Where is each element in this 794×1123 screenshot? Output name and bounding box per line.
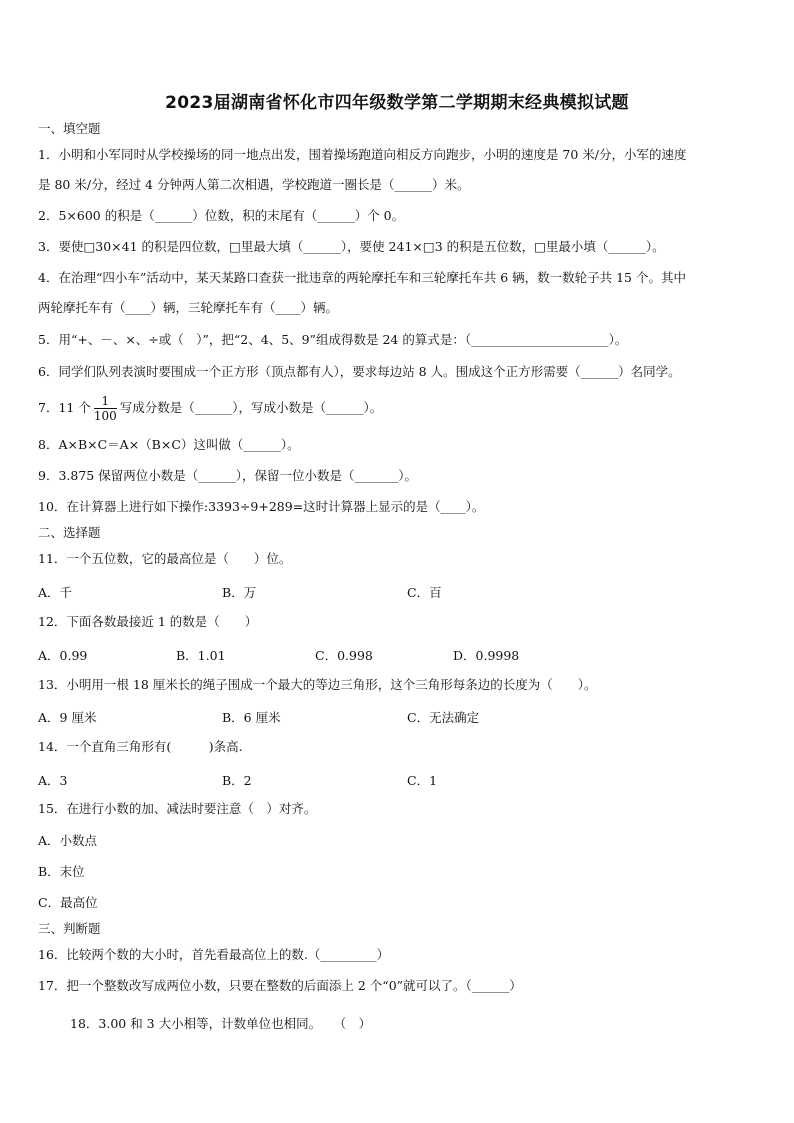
question-7	[38, 392, 382, 424]
question-4-line-2: 两轮摩托车有（____）辆，三轮摩托车有（____）辆。	[38, 300, 339, 315]
question-14: 14．一个直角三角形有( )条高.	[38, 739, 243, 754]
question-15-option-b: B．末位	[38, 864, 85, 879]
option-c: C．0.998	[315, 648, 373, 663]
question-12-options	[38, 646, 758, 662]
fraction-one-hundredth	[94, 394, 117, 423]
option-a: A．3	[38, 773, 68, 788]
question-17: 17．把一个整数改写成两位小数，只要在整数的后面添上 2 个“0”就可以了。（______）	[38, 978, 522, 993]
question-6: 6．同学们队列表演时要围成一个正方形（顶点都有人），要求每边站 8 人。围成这个正方形需要（______）名同学。	[38, 364, 681, 379]
option-d: D．0.9998	[453, 648, 520, 663]
question-18: 18．3.00 和 3 大小相等，计数单位也相同。 （ ）	[70, 1016, 372, 1031]
option-b: B．6 厘米	[222, 710, 281, 725]
question-7-suffix: 写成分数是（______），写成小数是（______）。	[119, 400, 383, 415]
question-1-line-1: 1．小明和小军同时从学校操场的同一地点出发，围着操场跑道向相反方向跑步，小明的速度是 70 米/分，小军的速度	[38, 147, 687, 162]
question-2: 2．5×600 的积是（______）位数，积的末尾有（______）个 0。	[38, 208, 405, 223]
question-11: 11．一个五位数，它的最高位是（ ）位。	[38, 551, 292, 566]
option-c: C．无法确定	[407, 710, 480, 725]
question-12: 12．下面各数最接近 1 的数是（ ）	[38, 614, 258, 629]
section-true-false: 三、判断题	[38, 921, 101, 936]
question-4-line-1: 4．在治理“四小车”活动中，某天某路口查获一批违章的两轮摩托车和三轮摩托车共 6 辆，数一数轮子共 15 个。其中	[38, 270, 686, 285]
question-16: 16．比较两个数的大小时，首先看最高位上的数.（_________）	[38, 947, 390, 962]
option-a: A．千	[38, 585, 73, 600]
section-multiple-choice: 二、选择题	[38, 525, 101, 540]
question-9: 9．3.875 保留两位小数是（______），保留一位小数是（_______）。	[38, 468, 417, 483]
question-15: 15．在进行小数的加、减法时要注意（ ）对齐。	[38, 801, 317, 816]
option-c: C．1	[407, 773, 438, 788]
question-15-option-a: A．小数点	[38, 833, 98, 848]
question-15-option-c: C．最高位	[38, 895, 98, 910]
question-7-prefix: 7．11 个	[38, 400, 91, 415]
option-b: B．万	[222, 585, 257, 600]
question-5: 5．用“+、－、×、÷或（ ）”，把“2、4、5、9”组成得数是 24 的算式是：（______________________）。	[38, 332, 628, 347]
fraction-denominator: 100	[93, 409, 117, 423]
question-11-options	[38, 583, 758, 599]
question-8: 8．A×B×C＝A×（B×C）这叫做（______）。	[38, 437, 300, 452]
question-10: 10．在计算器上进行如下操作:3393÷9+289=这时计算器上显示的是（____）。	[38, 499, 485, 514]
section-fill-blank: 一、填空题	[38, 121, 101, 136]
question-13-options	[38, 708, 758, 724]
question-1-line-2: 是 80 米/分，经过 4 分钟两人第二次相遇，学校跑道一圈长是（______）米。	[38, 177, 470, 192]
fraction-numerator: 1	[94, 394, 117, 409]
option-a: A．0.99	[38, 648, 88, 663]
question-13: 13．小明用一根 18 厘米长的绳子围成一个最大的等边三角形，这个三角形每条边的长度为（ ）。	[38, 677, 597, 692]
option-c: C．百	[407, 585, 442, 600]
question-14-options	[38, 771, 758, 787]
option-a: A．9 厘米	[38, 710, 97, 725]
option-b: B．2	[222, 773, 252, 788]
option-b: B．1.01	[176, 648, 226, 663]
page-title: 2023届湖南省怀化市四年级数学第二学期期末经典模拟试题	[165, 93, 629, 113]
question-3: 3．要使□30×41 的积是四位数，□里最大填（______），要使 241×□3 的积是五位数，□里最小填（______）。	[38, 239, 665, 254]
